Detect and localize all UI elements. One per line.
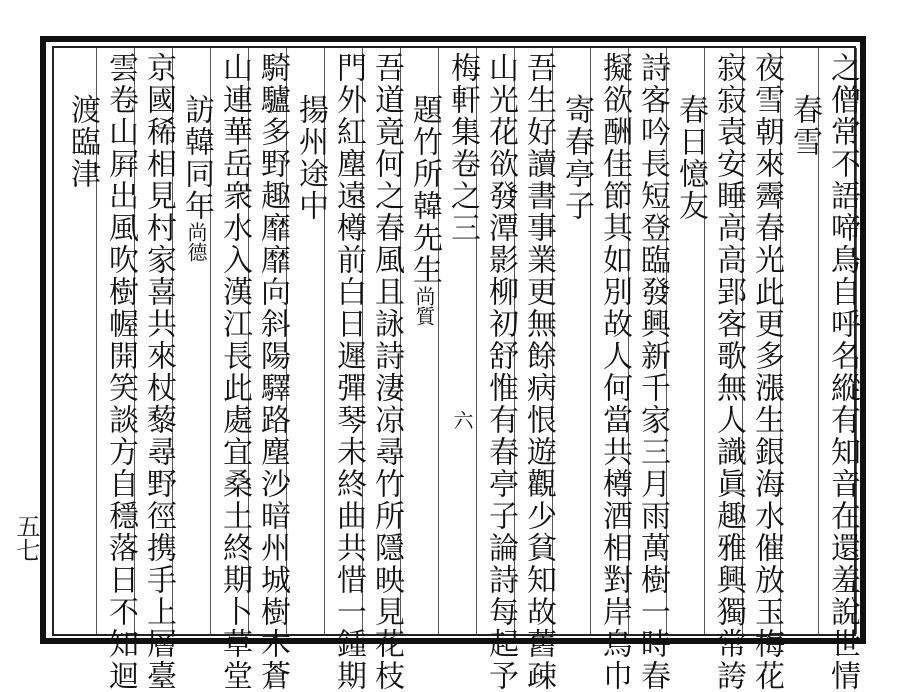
text-column: 之僧常不語啼鳥自呼名縱有知音在還羞說世情 [825,52,860,692]
text-column: 雲卷山屛出風吹樹幄開笑談方自穩落日不知迴 [103,52,138,692]
volume-title: 梅軒集卷之三 [445,52,480,244]
poem-title: 揚州途中 [293,94,328,222]
author-note: 尚德 [184,222,208,262]
poem-title: 寄春亭子 [559,94,594,222]
poem-title: 訪韓同年尚德 [179,94,214,262]
text-column: 山連華岳衆水入漢江長此處宜桑土終期卜草堂 [217,52,252,692]
poem-title: 春雪 [787,94,822,158]
text-column: 門外紅塵遠樽前白日遲彈琴未終曲共惜一鍾期 [331,52,366,692]
author-note: 尚質 [412,286,436,326]
text-column: 吾道竟何之春風且詠詩淒凉尋竹所隱映見花枝 [369,52,404,692]
page-number: 五七 [12,514,40,562]
text-column: 騎驢多野趣靡靡向斜陽驛路塵沙暗州城樹木蒼 [255,52,290,692]
text-column: 寂寂袁安睡高高郢客歌無人識眞趣雅興獨常誇 [711,52,746,692]
text-column: 山光花欲發潭影柳初舒惟有春亭子論詩每起予 [483,52,518,692]
text-column: 夜雪朝來霽春光此更多漲生銀海水催放玉梅花 [749,52,784,692]
poem-title: 春日憶友 [673,94,708,222]
poem-title: 渡臨津 [65,94,100,190]
poem-title: 題竹所韓先生尚質 [407,94,442,326]
folio-number: 六 [450,410,474,430]
center-column [441,52,483,430]
text-column: 詩客吟長短登臨發興新千家三月雨萬樹一時春 [635,52,670,692]
text-column: 吾生好讀書事業更無餘病恨遊觀少貧知故舊疎 [521,52,556,692]
text-column: 京國稀相見村家喜共來杖藜尋野徑携手上層臺 [141,52,176,692]
text-column: 擬欲酬佳節其如別故人何當共樽酒相對岸烏巾 [597,52,632,692]
